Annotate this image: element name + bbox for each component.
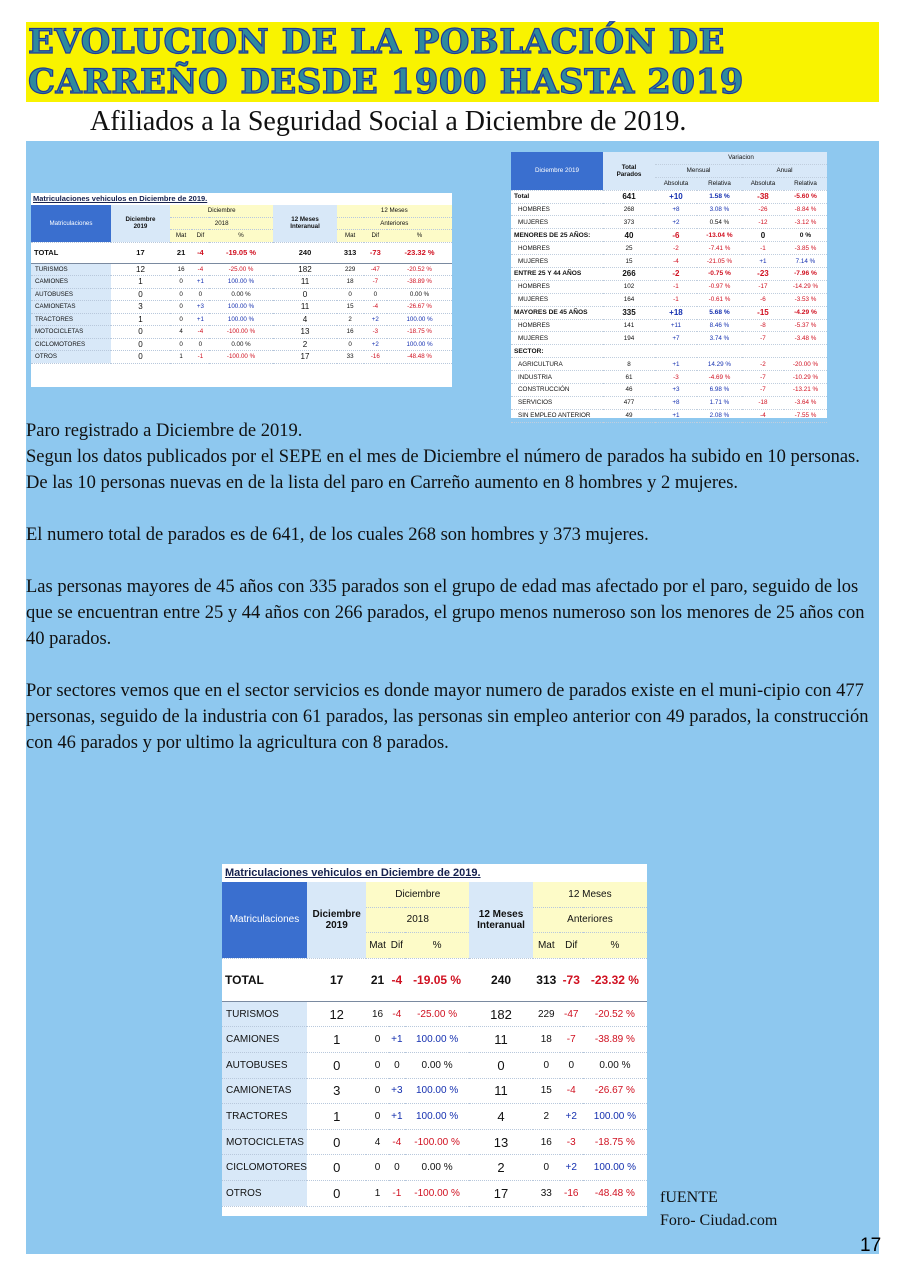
veh-table-row: MOTOCICLETAS 0 4 -4 -100.00 % 13 16 -3 -18.75 %	[31, 326, 452, 339]
veh-col-anteriores: 12 Meses	[533, 882, 647, 907]
veh-col-matriculaciones: Matriculaciones	[31, 205, 111, 242]
veh-col-dic2018-year: 2018	[170, 217, 274, 230]
veh-col-interanual: 12 Meses Interanual	[273, 205, 336, 242]
body-text	[26, 418, 878, 782]
veh-table-row: CICLOMOTORES 0 0 0 0.00 % 2 0 +2 100.00 %	[222, 1155, 647, 1181]
veh-col-pct: %	[405, 933, 469, 959]
paro-sub-row: MUJERES 164 -1 -0.61 % -6 -3.53 %	[511, 293, 827, 306]
veh-table-row: TURISMOS 12 16 -4 -25.00 % 182 229 -47 -20.52 %	[31, 263, 452, 276]
paro-sub-row: SERVICIOS 477 +8 1.71 % -18 -3.64 %	[511, 396, 827, 409]
source-name: Foro- Ciudad.com	[660, 1212, 778, 1229]
veh-table-row: TRACTORES 1 0 +1 100.00 % 4 2 +2 100.00 %	[31, 313, 452, 326]
paro-group-row: ENTRE 25 Y 44 AÑOS 266 -2 -0.75 % -23 -7.96 %	[511, 268, 827, 281]
paro-group-row: MAYORES DE 45 AÑOS 335 +18 5.68 % -15 -4.29 %	[511, 306, 827, 319]
veh-col-apct: %	[387, 230, 452, 243]
veh-header-row	[31, 205, 452, 217]
veh-col-anteriores: 12 Meses	[337, 205, 452, 217]
paro-col-anual: Anual	[742, 164, 827, 177]
veh-table-row: CICLOMOTORES 0 0 0 0.00 % 2 0 +2 100.00 %	[31, 338, 452, 351]
veh-table-row: CAMIONETAS 3 0 +3 100.00 % 11 15 -4 -26.67 %	[31, 301, 452, 314]
veh-table-row: TRACTORES 1 0 +1 100.00 % 4 2 +2 100.00 %	[222, 1104, 647, 1130]
paro-sub-row: HOMBRES 268 +8 3.08 % -26 -8.84 %	[511, 203, 827, 216]
veh-col-mat: Mat	[170, 230, 192, 243]
veh-col-amat: Mat	[533, 933, 560, 959]
veh-col-dic2019: Diciembre 2019	[111, 205, 170, 242]
page-subtitle: Afiliados a la Seguridad Social a Diciembre de 2019.	[30, 104, 878, 140]
body-paragraph: El numero total de parados es de 641, de los cuales 268 son hombres y 373 mujeres.	[26, 525, 649, 545]
veh-col-dif: Dif	[389, 933, 405, 959]
veh-table-row: AUTOBUSES 0 0 0 0.00 % 0 0 0 0.00 %	[222, 1052, 647, 1078]
veh-col-pct: %	[209, 230, 274, 243]
vehicles-table-small	[31, 193, 452, 387]
page-number: 17	[860, 1235, 882, 1256]
paro-sub-row: HOMBRES 25 -2 -7.41 % -1 -3.85 %	[511, 242, 827, 255]
paro-col-mensual: Mensual	[655, 164, 742, 177]
page-title: EVOLUCION DE LA POBLACIÓN DE CARREÑO DESDE 1900 HASTA 2019	[28, 22, 744, 102]
body-paragraph: Paro registrado a Diciembre de 2019. Segun los datos publicados por el SEPE en el mes de Diciembre el número de parados ha subido en 10 personas. De las 10 personas nuevas en de la lista del paro en Carreño aumento en 8 hombres y 2 mujeres.	[26, 421, 860, 493]
paro-sub-row: CONSTRUCCIÓN 46 +3 6.98 % -7 -13.21 %	[511, 384, 827, 397]
veh-header-row	[222, 882, 647, 907]
vehicles-table	[222, 882, 647, 1207]
paro-sub-row: SIN EMPLEO ANTERIOR 49 +1 2.08 % -4 -7.55 %	[511, 409, 827, 422]
veh-col-anteriores-sub: Anteriores	[533, 907, 647, 933]
paro-sub-row: AGRICULTURA 8 +1 14.29 % -2 -20.00 %	[511, 358, 827, 371]
veh-table-row: TURISMOS 12 16 -4 -25.00 % 182 229 -47 -20.52 %	[222, 1001, 647, 1027]
veh-table-row: OTROS 0 1 -1 -100.00 % 17 33 -16 -48.48 %	[31, 351, 452, 364]
veh-col-dic2018: Diciembre	[366, 882, 469, 907]
veh-col-anteriores-sub: Anteriores	[337, 217, 452, 230]
veh-table-row: CAMIONETAS 3 0 +3 100.00 % 11 15 -4 -26.67 %	[222, 1078, 647, 1104]
paro-sub-row: INDUSTRIA 61 -3 -4.69 % -7 -10.29 %	[511, 371, 827, 384]
paro-group-row: MENORES DE 25 AÑOS: 40 -6 -13.04 % 0 0 %	[511, 229, 827, 242]
paro-col-relativa-anual: Relativa	[784, 177, 827, 190]
veh-col-amat: Mat	[337, 230, 364, 243]
vehicles-table-heading: Matriculaciones vehiculos en Diciembre de 2019.	[225, 867, 481, 879]
vehicles-table	[31, 205, 452, 364]
source-credit	[660, 1186, 777, 1232]
paro-col-absoluta-anual: Absoluta	[742, 177, 784, 190]
veh-col-dic2018-year: 2018	[366, 907, 469, 933]
paro-col-total: Total Parados	[603, 152, 655, 190]
paro-sub-row: MUJERES 194 +7 3.74 % -7 -3.48 %	[511, 332, 827, 345]
veh-total-row: TOTAL 17 21 -4 -19.05 % 240 313 -73 -23.32 %	[222, 958, 647, 1001]
veh-col-adif: Dif	[560, 933, 583, 959]
paro-sub-row: HOMBRES 141 +11 8.46 % -8 -5.37 %	[511, 319, 827, 332]
paro-sub-row: MUJERES 373 +2 0.54 % -12 -3.12 %	[511, 216, 827, 229]
paro-col-variacion: Variacion	[655, 152, 827, 164]
veh-table-row: AUTOBUSES 0 0 0 0.00 % 0 0 0 0.00 %	[31, 288, 452, 301]
paro-group-row: Total 641 +10 1.58 % -38 -5.60 %	[511, 190, 827, 203]
veh-table-row: CAMIONES 1 0 +1 100.00 % 11 18 -7 -38.89 %	[222, 1027, 647, 1053]
paro-col-absoluta: Absoluta	[655, 177, 697, 190]
veh-table-row: MOTOCICLETAS 0 4 -4 -100.00 % 13 16 -3 -18.75 %	[222, 1129, 647, 1155]
body-paragraph: Por sectores vemos que en el sector servicios es donde mayor numero de parados existe en el muni-cipio con 477 personas, seguido de la industria con 61 parados, las personas sin empleo anterior con 49 parados, la construcción con 46 parados y por ultimo la agricultura con 8 parados.	[26, 681, 869, 753]
source-label: fUENTE	[660, 1189, 718, 1206]
veh-col-dic2019: Diciembre 2019	[307, 882, 367, 958]
veh-col-mat: Mat	[366, 933, 388, 959]
veh-col-adif: Dif	[364, 230, 387, 243]
paro-group-row: SECTOR:	[511, 345, 827, 358]
veh-col-dif: Dif	[192, 230, 208, 243]
paro-col-relativa: Relativa	[697, 177, 742, 190]
veh-col-dic2018: Diciembre	[170, 205, 274, 217]
vehicles-table-heading: Matriculaciones vehiculos en Diciembre de 2019.	[33, 194, 208, 203]
veh-col-matriculaciones: Matriculaciones	[222, 882, 307, 958]
veh-col-interanual: 12 Meses Interanual	[469, 882, 533, 958]
vehicles-table-large	[222, 864, 647, 1216]
paro-table	[511, 152, 827, 418]
paro-sub-row: MUJERES 15 -4 -21.05 % +1 7.14 %	[511, 255, 827, 268]
veh-table-row: CAMIONES 1 0 +1 100.00 % 11 18 -7 -38.89 %	[31, 276, 452, 289]
paro-header-row	[511, 152, 827, 164]
paro-sub-row: HOMBRES 102 -1 -0.97 % -17 -14.29 %	[511, 280, 827, 293]
veh-total-row: TOTAL 17 21 -4 -19.05 % 240 313 -73 -23.32 %	[31, 242, 452, 263]
body-paragraph: Las personas mayores de 45 años con 335 parados son el grupo de edad mas afectado por el paro, seguido de los que se encuentran entre 25 y 44 años con 266 parados, el grupo menos numeroso son los menores de 25 años con 40 parados.	[26, 577, 865, 649]
veh-col-apct: %	[583, 933, 647, 959]
paro-col-label: Diciembre 2019	[511, 152, 603, 190]
veh-table-row: OTROS 0 1 -1 -100.00 % 17 33 -16 -48.48 %	[222, 1180, 647, 1206]
